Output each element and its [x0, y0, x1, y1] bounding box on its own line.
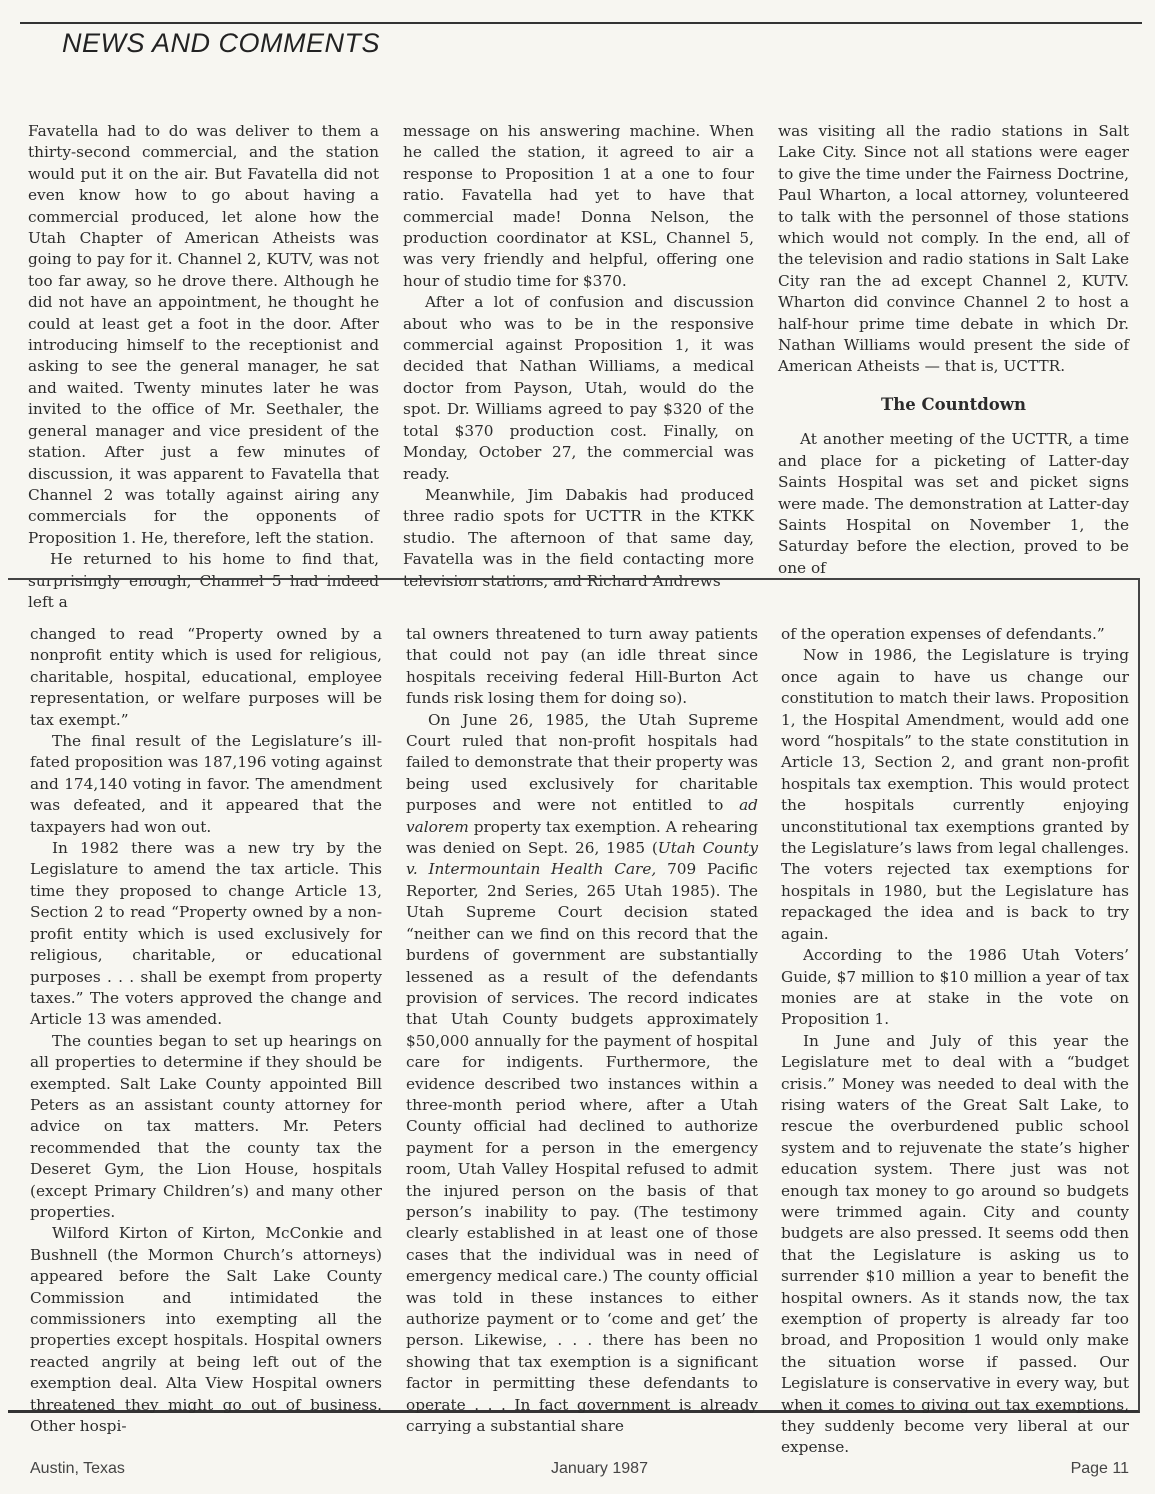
- paragraph: In June and July of this year the Legislature met to deal with a “budget crisis.” Money was needed to deal with the rising waters of the Great Salt Lake, to rescue the overburdened public school system and to rejuvenate the state’s higher education system. There just was not enough tax money to go around so budgets were trimmed again. City and county budgets are also pressed. It seems odd then that the Legislature is asking us to surrender $10 million a year to benefit the hospital owners. As it stands now, the tax exemption of property is already far too broad, and Proposition 1 would only make the situation worse if passed. Our Legislature is conservative in every way, but when it comes to giving out tax exemptions, they suddenly become very liberal at our expense.: [781, 1031, 1129, 1457]
- paragraph: was visiting all the radio stations in Salt Lake City. Since not all stations were eager to give the time under the Fairness Doctrine, Paul Wharton, a local attorney, volunteered to talk with the personnel of those stations which would not comply. In the end, all of the television and radio stations in Salt Lake City ran the ad except Channel 2, KUTV. Wharton did convince Channel 2 to host a half-hour prime time debate in which Dr. Nathan Williams would present the side of American Atheists — that is, UCTTR.: [778, 122, 1129, 376]
- paragraph: He returned to his home to find that, surprisingly enough, Channel 5 had indeed left a: [28, 550, 379, 611]
- paragraph: After a lot of confusion and discussion about who was to be in the responsive commercial against Proposition 1, it was decided that Nathan Williams, a medical doctor from Payson, Utah, would do the spot. Dr. Williams agreed to pay $320 of the total $370 production cost. Finally, on Monday, October 27, the commercial was ready.: [403, 293, 754, 483]
- paragraph: Now in 1986, the Legislature is trying once again to have us change our constitution to match their laws. Proposition 1, the Hospital Amendment, would add one word “hospitals” to the state constitution in Article 13, Section 2, and grant non-profit hospitals tax exemption. This would protect the hospitals currently enjoying unconstitutional tax exemptions granted by the Legislature’s laws from legal challenges. The voters rejected tax exemptions for hospitals in 1980, but the Legislature has repackaged the idea and is back to try again.: [781, 646, 1129, 943]
- paragraph: Favatella had to do was deliver to them a thirty-second commercial, and the station would put it on the air. But Favatella did not even know how to go about having a commercial produced, let alone how the Utah Chapter of American Atheists was going to pay for it. Channel 2, KUTV, was not too far away, so he drove there. Although he did not have an appointment, he thought he could at least get a foot in the door. After introducing himself to the receptionist and asking to see the general manager, he sat and waited. Twenty minutes later he was invited to the office of Mr. Seethaler, the general manager and vice president of the station. After just a few minutes of discussion, it was apparent to Favatella that Channel 2 was totally against airing any commercials for the opponents of Proposition 1. He, therefore, left the station.: [28, 122, 379, 547]
- text-run: On June 26, 1985, the Utah Supreme Court ruled that non-profit hospitals had failed to demonstrate that their property was being used exclusively for charitable purposes and were not entitled to: [406, 710, 758, 815]
- article-column-3: [778, 121, 1129, 577]
- footer-date: January 1987: [551, 1460, 648, 1477]
- header-rule: [20, 22, 1142, 24]
- paragraph: According to the 1986 Utah Voters’ Guide, $7 million to $10 million a year of tax monies are at stake in the vote on Proposition 1.: [781, 946, 1129, 1029]
- subheading-countdown: The Countdown: [880, 394, 1026, 414]
- article-column-1: [28, 121, 379, 611]
- paragraph: message on his answering machine. When he called the station, it agreed to air a response to Proposition 1 at a one to four ratio. Favatella had yet to have that commercial made! Donna Nelson, the production coordinator at KSL, Channel 5, was very friendly and helpful, offering one hour of studio time for $370.: [403, 122, 754, 290]
- paragraph: [406, 710, 758, 1438]
- paragraph: Meanwhile, Jim Dabakis had produced three radio spots for UCTTR in the KTKK studio. The afternoon of that same day, Favatella was in the field contacting more television stations, and Richard Andrews: [403, 485, 754, 590]
- paragraph: The final result of the Legislature’s ill-fated proposition was 187,196 voting against and 174,140 voting in favor. The amendment was defeated, and it appeared that the taxpayers had won out.: [30, 732, 382, 836]
- page-number: Page 11: [1070, 1460, 1129, 1477]
- article-column-2: [403, 121, 754, 590]
- paragraph: Wilford Kirton of Kirton, McConkie and Bushnell (the Mormon Church’s attorneys) appeared before the Salt Lake County Commission and intimidated the commissioners into exempting all the properties except hospitals. Hospital owners reacted angrily at being left out of the exemption deal. Alta View Hospital owners threatened they might go out of business. Other hospi-: [30, 1224, 382, 1436]
- case-citation: Utah County v. Intermountain Health Care,: [406, 839, 758, 879]
- sidebar-column-1: [30, 624, 382, 1436]
- sidebar-column-3: [781, 624, 1129, 1457]
- text-run: 709 Pacific Reporter, 2nd Series, 265 Utah 1985). The Utah Supreme Court decision stated “neither can we find on this record that the burdens of government are substantially lessened as a result of the defendants provision of services. The record indicates that Utah County budgets approximately $50,000 annually for the payment of hospital care for indigents. Furthermore, the evidence described two instances within a three-month period where, after a Utah County official had declined to authorize payment for a person in the emergency room, Utah Valley Hospital refused to admit the injured person on the basis of that person’s inability to pay. (The testimony clearly established in at least one of those cases that the individual was in need of emergency medical care.) The county official was told in these instances to either authorize payment or to ‘come and get’ the person. Likewise, . . . there has been no showing that tax exemption is a significant factor in permitting these defendants to operate . . . In fact government is already carrying a substantial share: [406, 860, 758, 1436]
- paragraph: In 1982 there was a new try by the Legislature to amend the tax article. This time they proposed to change Article 13, Section 2 to read “Property owned by a non-profit entity which is used exclusively for religious, charitable, or educational purposes . . . shall be exempt from property taxes.” The voters approved the change and Article 13 was amended.: [30, 839, 382, 1029]
- paragraph: At another meeting of the UCTTR, a time and place for a picketing of Latter-day Saints Hospital was set and picket signs were made. The demonstration at Latter-day Saints Hospital on November 1, the Saturday before the election, proved to be one of: [778, 430, 1129, 577]
- footer-location: Austin, Texas: [30, 1460, 125, 1477]
- paragraph: changed to read “Property owned by a nonprofit entity which is used for religious, charitable, hospital, educational, employee representation, or welfare purposes will be tax exempt.”: [30, 625, 382, 729]
- italic-term: ad valorem: [406, 796, 758, 836]
- paragraph: of the operation expenses of defendants.”: [781, 625, 1105, 643]
- sidebar-column-2: [406, 624, 758, 1436]
- paragraph: tal owners threatened to turn away patients that could not pay (an idle threat since hospitals receiving federal Hill-Burton Act funds risk losing them for doing so).: [406, 625, 758, 708]
- section-title: NEWS AND COMMENTS: [62, 28, 380, 58]
- paragraph: The counties began to set up hearings on all properties to determine if they should be exempted. Salt Lake County appointed Bill Peters as an assistant county attorney for advice on tax matters. Mr. Peters recommended that the county tax the Deseret Gym, the Lion House, hospitals (except Primary Children’s) and many other properties.: [30, 1031, 382, 1221]
- text-run: property tax exemption. A rehearing was denied on Sept. 26, 1985 (: [406, 817, 758, 858]
